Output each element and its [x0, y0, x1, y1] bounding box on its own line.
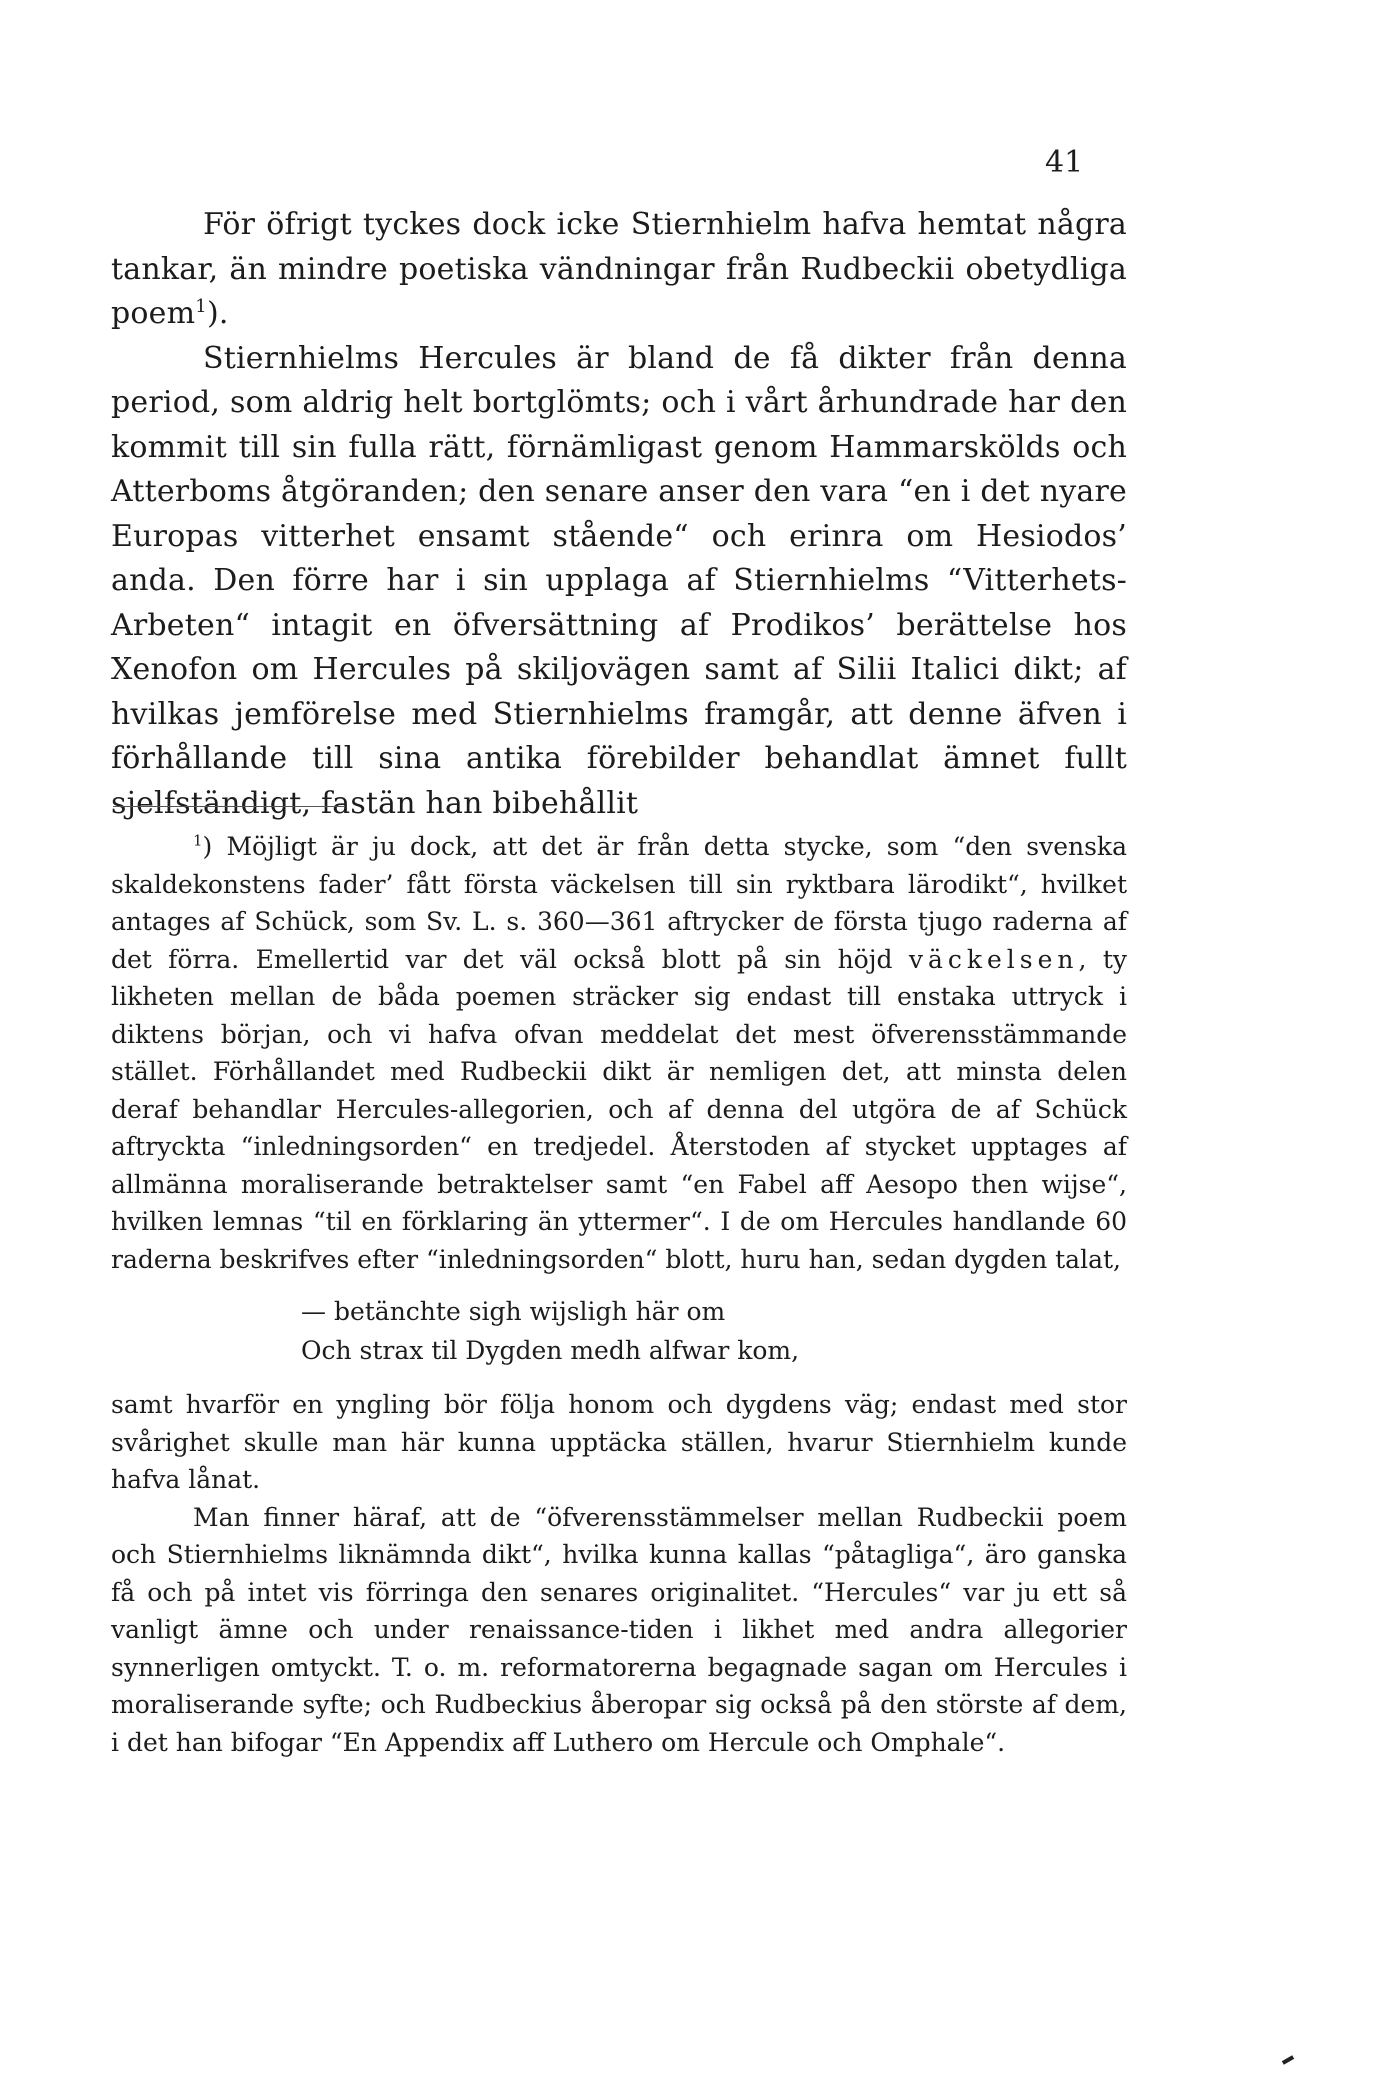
footnote-text-b: , ty likheten mellan de båda poemen sträcker sig endast till enstaka uttryck i diktens början, och vi hafva ofvan meddelat det mest öfverensstämmande stället. Förhållandet med Rudbeckii dikt är nemligen det, att minsta delen deraf behandlar Hercules-allegorien, och af denna del utgöra de af Schück aftryckta “inledningsorden“ en tredjedel. Återstoden af stycket upptages af allmänna moraliserande betraktelser samt “en Fabel aff Aesopo then wijse“, hvilken lemnas “til en förklaring än yttermer“. I de om Hercules handlande 60 raderna beskrifves efter “inledningsorden“ blott, huru han, sedan dygden talat, [111, 944, 1127, 1274]
paragraph-1 [111, 203, 1127, 337]
footnote-separator [113, 806, 345, 807]
verse-line-1: — betänchte sigh wijsligh här om [301, 1297, 726, 1326]
paragraph-1-end: ). [206, 296, 229, 331]
footnote-paragraph-1 [111, 828, 1127, 1278]
footnote-reference: 1 [195, 296, 207, 317]
footnote-paragraph-3: Man finner häraf, att de “öfverensstämmelser mellan Rudbeckii poem och Stiernhielms liknämnda dikt“, hvilka kunna kallas “påtagliga“, äro ganska få och på intet vis förringa den senares originalitet. “Hercules“ var ju ett så vanligt ämne och under renaissance-tiden i likhet med andra allegorier synnerligen omtyckt. T. o. m. reformatorerna begagnade sagan om Hercules i moraliserande syfte; och Rudbeckius åberopar sig också på den störste af dem, i det han bifogar “En Appendix aff Luthero om Hercule och Omphale“. [111, 1502, 1127, 1757]
footnote-paragraph-2: samt hvarför en yngling bör följa honom och dygdens väg; endast med stor svårighet skulle man här kunna upptäcka ställen, hvarur Stiernhielm kunde hafva lånat. [111, 1390, 1127, 1494]
verse-quote [301, 1292, 1127, 1370]
page-number: 41 [1045, 145, 1084, 180]
footnote-marker: 1 [193, 831, 203, 850]
scan-mark [1282, 2055, 1294, 2064]
main-text [111, 203, 1127, 826]
paragraph-1-text: För öfrigt tyckes dock icke Stiernhielm hafva hemtat några tankar, än mindre poetiska vändningar från Rudbeckii obetydliga poem [111, 207, 1127, 331]
footnote [111, 828, 1127, 1761]
footnote-spaced-word: väckelsen [908, 944, 1079, 974]
footnote-text-a: ) Möjligt är ju dock, att det är från detta stycke, som “den svenska skaldekonstens fader’ fått första väckelsen till sin ryktbara lärodikt“, hvilket antages af Schück, som Sv. L. s. 360—361 aftrycker de första tjugo raderna af det förra. Emellertid var det väl också blott på sin höjd [111, 832, 1127, 974]
verse-line-2: Och strax til Dygden medh alfwar kom, [301, 1336, 800, 1365]
paragraph-2: Stiernhielms Hercules är bland de få dikter från denna period, som aldrig helt bortglömts; och i vårt århundrade har den kommit till sin fulla rätt, förnämligast genom Hammarskölds och Atterboms åtgöranden; den senare anser den vara “en i det nyare Europas vitterhet ensamt stående“ och erinra om Hesiodos’ anda. Den förre har i sin upplaga af Stiernhielms “Vitterhets-Arbeten“ intagit en öfversättning af Prodikos’ berättelse hos Xenofon om Hercules på skiljovägen samt af Silii Italici dikt; af hvilkas jemförelse med Stiernhielms framgår, att denne äfven i förhållande till sina antika förebilder behandlat ämnet fullt sjelfständigt, fastän han bibehållit [111, 340, 1127, 821]
